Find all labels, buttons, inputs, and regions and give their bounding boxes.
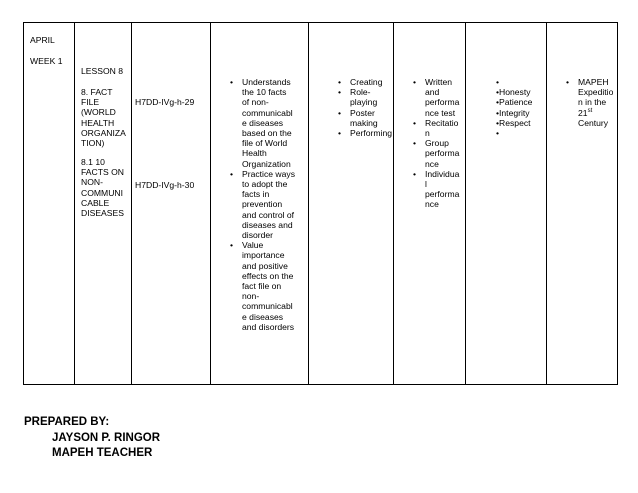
- lesson-plan-table: [23, 22, 618, 385]
- list-item: • Practice ways to adopt the facts in prevention and control of diseases and disorder: [228, 169, 309, 240]
- competency-code: H7DD-IVg-h-29: [135, 97, 195, 107]
- prepared-by-label: PREPARED BY:: [24, 416, 110, 428]
- list-item: • Performing: [336, 128, 394, 138]
- list-item: [496, 128, 547, 138]
- values-list: [496, 77, 547, 138]
- activities-list: [336, 77, 394, 138]
- lesson-title: LESSON 8: [81, 66, 124, 76]
- reference-list: [564, 77, 618, 128]
- assessment-list: [411, 77, 466, 210]
- values-cell: [466, 23, 547, 385]
- reference-cell: [547, 23, 618, 385]
- lesson-topic: 8. FACT FILE (WORLD HEALTH ORGANIZA TION): [81, 87, 126, 149]
- teacher-position: MAPEH TEACHER: [52, 447, 153, 459]
- list-item: • MAPEH Expeditio n in the 21st Century: [564, 77, 618, 128]
- list-item: • Patience: [496, 97, 547, 107]
- list-item: [496, 77, 547, 87]
- list-item: • Group performa nce: [411, 138, 466, 169]
- list-item: • Recitatio n: [411, 118, 466, 138]
- lesson-cell: [75, 23, 132, 385]
- objectives-cell: [211, 23, 309, 385]
- list-item: • Value importance and positive effects on the fact file on non- communicabl e diseases and disorders: [228, 240, 309, 332]
- list-item: • Creating: [336, 77, 394, 87]
- list-item: • Respect: [496, 118, 547, 128]
- lesson-subtopic: 8.1 10 FACTS ON NON- COMMUNI CABLE DISEASES: [81, 157, 124, 219]
- table-row: [24, 23, 618, 385]
- list-item: • Written and performa nce test: [411, 77, 466, 118]
- objectives-list: [228, 77, 309, 332]
- assessment-cell: [394, 23, 466, 385]
- month-label: APRIL: [30, 35, 55, 45]
- week-label: WEEK 1: [30, 56, 63, 66]
- competency-code-cell: [132, 23, 211, 385]
- list-item: • Individua l performa nce: [411, 169, 466, 210]
- list-item: • Poster making: [336, 108, 394, 128]
- list-item: • Understands the 10 facts of non- communicabl e diseases based on the file of World Health Organization: [228, 77, 309, 169]
- list-item: • Integrity: [496, 108, 547, 118]
- competency-code: H7DD-IVg-h-30: [135, 180, 195, 190]
- list-item: • Role- playing: [336, 87, 394, 107]
- teacher-name: JAYSON P. RINGOR: [52, 432, 161, 444]
- list-item: • Honesty: [496, 87, 547, 97]
- activities-cell: [309, 23, 394, 385]
- date-cell: [24, 23, 75, 385]
